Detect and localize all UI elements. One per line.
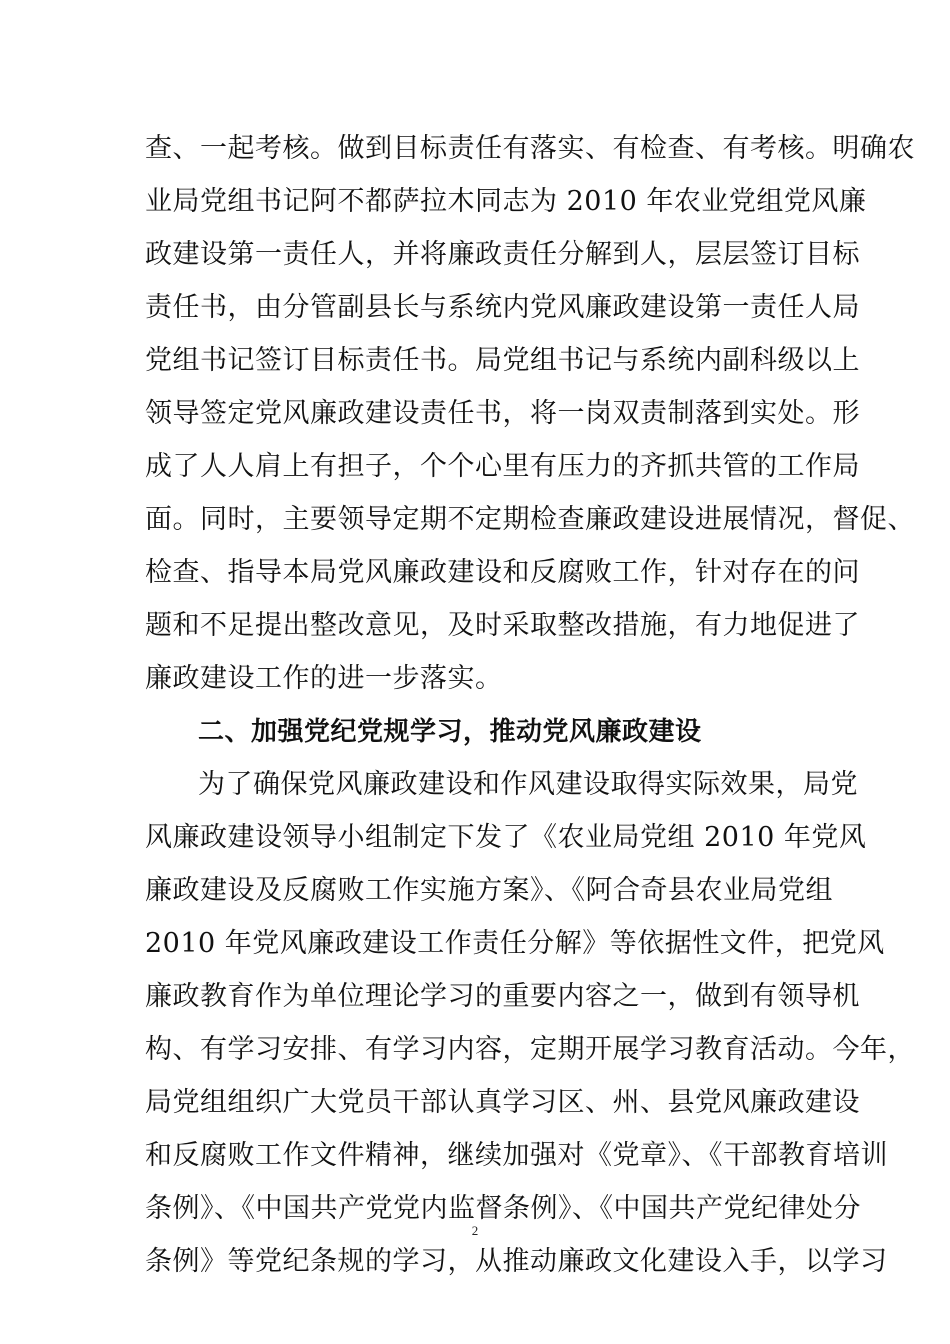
body-text-line: 查、一起考核。做到目标责任有落实、有检查、有考核。明确农 [145,133,915,164]
body-text-line: 业局党组书记阿不都萨拉木同志为 2010 年农业党组党风廉 [145,186,867,217]
body-text-line: 为了确保党风廉政建设和作风建设取得实际效果，局党 [198,769,858,800]
body-text-line: 风廉政建设领导小组制定下发了《农业局党组 2010 年党风 [145,822,867,853]
body-text-line: 政建设第一责任人，并将廉政责任分解到人，层层签订目标 [145,239,860,270]
body-text-line: 成了人人肩上有担子，个个心里有压力的齐抓共管的工作局 [145,451,860,482]
body-text-line: 党组书记签订目标责任书。局党组书记与系统内副科级以上 [145,345,860,376]
body-text-line: 领导签定党风廉政建设责任书，将一岗双责制落到实处。形 [145,398,860,429]
body-text-line: 和反腐败工作文件精神，继续加强对《党章》、《干部教育培训 [145,1140,888,1171]
body-text-line: 廉政教育作为单位理论学习的重要内容之一，做到有领导机 [145,981,860,1012]
body-text-line: 2010 年党风廉政建设工作责任分解》等依据性文件，把党风 [145,928,885,959]
body-text-line: 条例》、《中国共产党党内监督条例》、《中国共产党纪律处分 [145,1193,861,1224]
body-text-line: 局党组组织广大党员干部认真学习区、州、县党风廉政建设 [145,1087,860,1118]
body-text-line: 面。同时，主要领导定期不定期检查廉政建设进展情况，督促、 [145,504,915,535]
body-text-line: 构、有学习安排、有学习内容，定期开展学习教育活动。今年， [145,1034,915,1065]
page-number: 2 [471,1223,479,1238]
body-text-line: 题和不足提出整改意见，及时采取整改措施，有力地促进了 [145,610,860,641]
body-text-line: 廉政建设及反腐败工作实施方案》、《阿合奇县农业局党组 [145,875,833,906]
body-text-line: 责任书，由分管副县长与系统内党风廉政建设第一责任人局 [145,292,860,323]
section-heading: 二、加强党纪党规学习，推动党风廉政建设 [198,717,702,747]
body-text-line: 条例》等党纪条规的学习，从推动廉政文化建设入手，以学习 [145,1246,888,1277]
body-text-line: 廉政建设工作的进一步落实。 [145,663,503,694]
body-text-line: 检查、指导本局党风廉政建设和反腐败工作，针对存在的问 [145,557,860,588]
